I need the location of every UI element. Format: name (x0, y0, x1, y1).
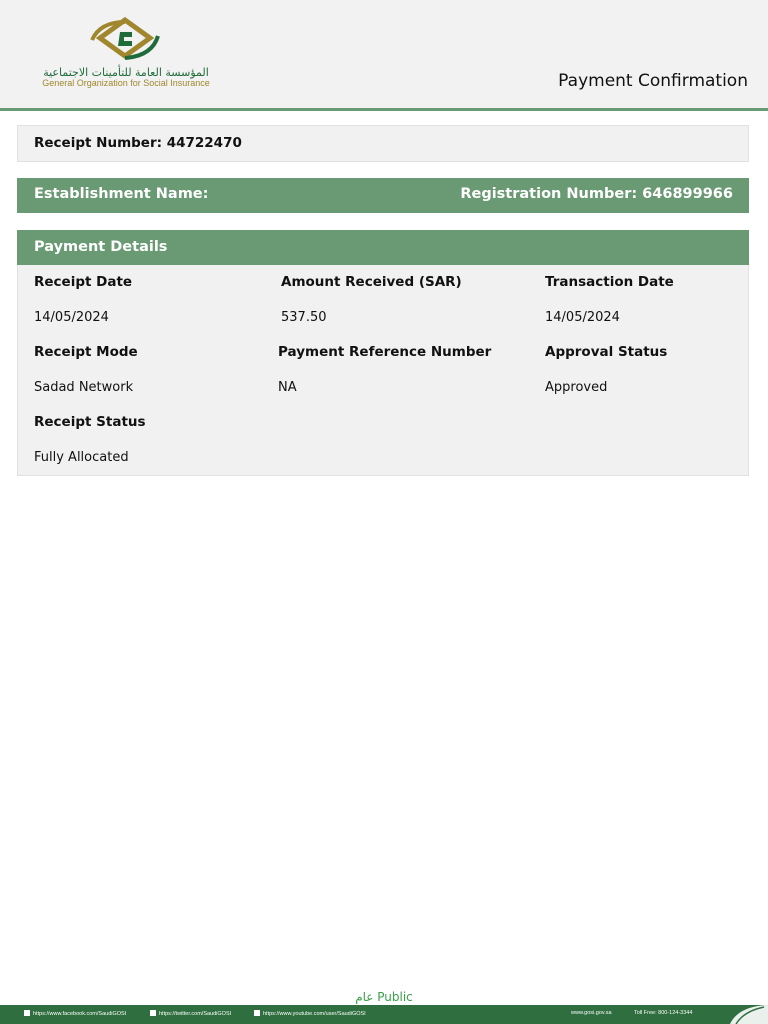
twitter-url: https://twitter.com/SaudiGOSI (159, 1011, 232, 1017)
leaf-icon (716, 1005, 768, 1024)
receipt-status-label: Receipt Status (34, 414, 146, 430)
transaction-date-label: Transaction Date (545, 274, 674, 290)
receipt-mode-label: Receipt Mode (34, 344, 138, 360)
gosi-emblem-icon (80, 16, 170, 64)
page-title: Payment Confirmation (558, 71, 748, 91)
logo-english-text: General Organization for Social Insurance (42, 78, 210, 88)
facebook-link[interactable] (24, 1010, 126, 1017)
twitter-icon (150, 1010, 156, 1016)
receipt-date-label: Receipt Date (34, 274, 133, 290)
logo-arabic-text: المؤسسة العامة للتأمينات الاجتماعية (43, 66, 209, 79)
payment-details-header (17, 230, 749, 265)
footer-bar (0, 1005, 768, 1024)
facebook-icon (24, 1010, 30, 1016)
website-link[interactable]: www.gosi.gov.sa (571, 1010, 612, 1016)
youtube-icon (254, 1010, 260, 1016)
facebook-url: https://www.facebook.com/SaudiGOSI (33, 1011, 127, 1017)
gosi-logo (30, 16, 230, 92)
establishment-name: Establishment Name: (34, 186, 209, 202)
payment-details-heading: Payment Details (34, 239, 168, 255)
transaction-date-value: 14/05/2024 (545, 310, 620, 325)
twitter-link[interactable] (150, 1010, 231, 1017)
receipt-number-bar (17, 125, 749, 162)
amount-value: 537.50 (281, 310, 327, 325)
payment-reference-value: NA (278, 380, 297, 395)
receipt-status-value: Fully Allocated (34, 450, 129, 465)
establishment-bar (17, 178, 749, 213)
amount-label: Amount Received (SAR) (281, 274, 462, 290)
approval-status-label: Approval Status (545, 344, 668, 360)
page-header (0, 0, 768, 111)
classification-label: عام Public (355, 990, 413, 1004)
registration-number: Registration Number: 646899966 (460, 186, 733, 202)
receipt-number: Receipt Number: 44722470 (34, 135, 242, 151)
receipt-date-value: 14/05/2024 (34, 310, 109, 325)
payment-reference-label: Payment Reference Number (278, 344, 492, 360)
approval-status-value: Approved (545, 380, 608, 395)
payment-details-body (17, 265, 749, 476)
youtube-link[interactable] (254, 1010, 366, 1017)
receipt-mode-value: Sadad Network (34, 380, 134, 395)
toll-free-number: Toll Free: 800-124-3344 (634, 1010, 693, 1016)
youtube-url: https://www.youtube.com/user/SaudiGOSI (263, 1011, 366, 1017)
